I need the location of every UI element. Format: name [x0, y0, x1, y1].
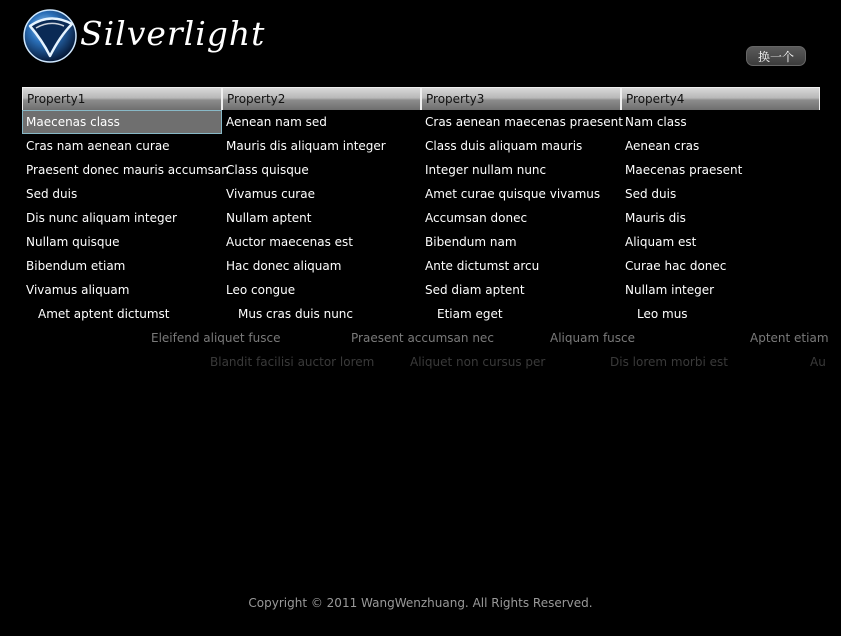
table-cell[interactable]: Bibendum etiam — [26, 259, 126, 273]
grid-header — [22, 87, 820, 110]
table-cell[interactable]: Au — [810, 355, 826, 369]
table-cell[interactable]: Blandit facilisi auctor lorem — [210, 355, 375, 369]
silverlight-logo — [20, 6, 266, 66]
table-cell[interactable]: Mus cras duis nunc — [238, 307, 354, 321]
table-row[interactable] — [22, 158, 820, 182]
table-row-transitioning[interactable] — [22, 350, 826, 374]
table-cell[interactable]: Curae hac donec — [625, 259, 727, 273]
table-cell[interactable]: Auctor maecenas est — [226, 235, 353, 249]
table-cell[interactable]: Sed duis — [625, 187, 677, 201]
table-cell[interactable]: Maecenas praesent — [625, 163, 743, 177]
table-cell[interactable]: Leo mus — [637, 307, 688, 321]
table-cell[interactable]: Leo congue — [226, 283, 296, 297]
table-row[interactable] — [22, 206, 820, 230]
table-row[interactable] — [22, 134, 820, 158]
switch-button[interactable]: 换一个 — [746, 46, 806, 66]
table-cell[interactable]: Aenean cras — [625, 139, 700, 153]
table-row[interactable] — [22, 182, 820, 206]
table-cell[interactable]: Accumsan donec — [425, 211, 528, 225]
table-row-transitioning[interactable] — [22, 326, 829, 350]
table-cell[interactable]: Sed diam aptent — [425, 283, 525, 297]
table-cell[interactable]: Aliquam est — [625, 235, 697, 249]
column-header-property3[interactable]: Property3 — [421, 87, 621, 110]
table-cell[interactable]: Cras aenean maecenas praesent — [425, 115, 623, 129]
table-cell[interactable]: Dis nunc aliquam integer — [26, 211, 177, 225]
table-cell[interactable]: Mauris dis aliquam integer — [226, 139, 386, 153]
table-cell[interactable]: Amet aptent dictumst — [38, 307, 170, 321]
column-header-property4[interactable]: Property4 — [621, 87, 820, 110]
column-header-property1[interactable]: Property1 — [22, 87, 222, 110]
table-cell[interactable]: Bibendum nam — [425, 235, 517, 249]
table-cell[interactable]: Praesent donec mauris accumsan — [26, 163, 229, 177]
table-row[interactable] — [22, 278, 820, 302]
table-cell[interactable]: Vivamus aliquam — [26, 283, 130, 297]
table-row-transitioning[interactable] — [22, 302, 820, 326]
table-cell[interactable]: Dis lorem morbi est — [610, 355, 728, 369]
table-cell[interactable]: Vivamus curae — [226, 187, 315, 201]
table-cell[interactable]: Etiam eget — [437, 307, 503, 321]
table-cell[interactable]: Eleifend aliquet fusce — [151, 331, 281, 345]
table-cell[interactable]: Class quisque — [226, 163, 309, 177]
table-cell[interactable]: Nam class — [625, 115, 687, 129]
data-grid — [22, 87, 829, 374]
column-header-property2[interactable]: Property2 — [222, 87, 421, 110]
table-cell[interactable]: Nullam aptent — [226, 211, 312, 225]
table-cell[interactable]: Integer nullam nunc — [425, 163, 547, 177]
table-row[interactable] — [22, 110, 820, 134]
table-cell[interactable]: Nullam integer — [625, 283, 715, 297]
table-cell[interactable]: Ante dictumst arcu — [425, 259, 540, 273]
table-cell[interactable]: Amet curae quisque vivamus — [425, 187, 601, 201]
table-cell[interactable]: Nullam quisque — [26, 235, 120, 249]
table-cell[interactable]: Mauris dis — [625, 211, 686, 225]
copyright-footer: Copyright © 2011 WangWenzhuang. All Rights Reserved. — [248, 596, 593, 610]
table-cell[interactable]: Praesent accumsan nec — [351, 331, 494, 345]
table-cell[interactable]: Sed duis — [26, 187, 78, 201]
table-cell-selected[interactable]: Maecenas class — [22, 110, 222, 134]
table-cell[interactable]: Aliquet non cursus per — [410, 355, 546, 369]
table-cell[interactable]: Aptent etiam — [750, 331, 829, 345]
table-cell[interactable]: Class duis aliquam mauris — [425, 139, 583, 153]
table-cell[interactable]: Aenean nam sed — [226, 115, 327, 129]
table-cell[interactable]: Aliquam fusce — [550, 331, 636, 345]
silverlight-orb-icon — [20, 6, 80, 66]
table-cell[interactable]: Cras nam aenean curae — [26, 139, 170, 153]
table-row[interactable] — [22, 230, 820, 254]
table-cell[interactable]: Hac donec aliquam — [226, 259, 342, 273]
logo-text: Silverlight — [80, 14, 266, 53]
table-row[interactable] — [22, 254, 820, 278]
